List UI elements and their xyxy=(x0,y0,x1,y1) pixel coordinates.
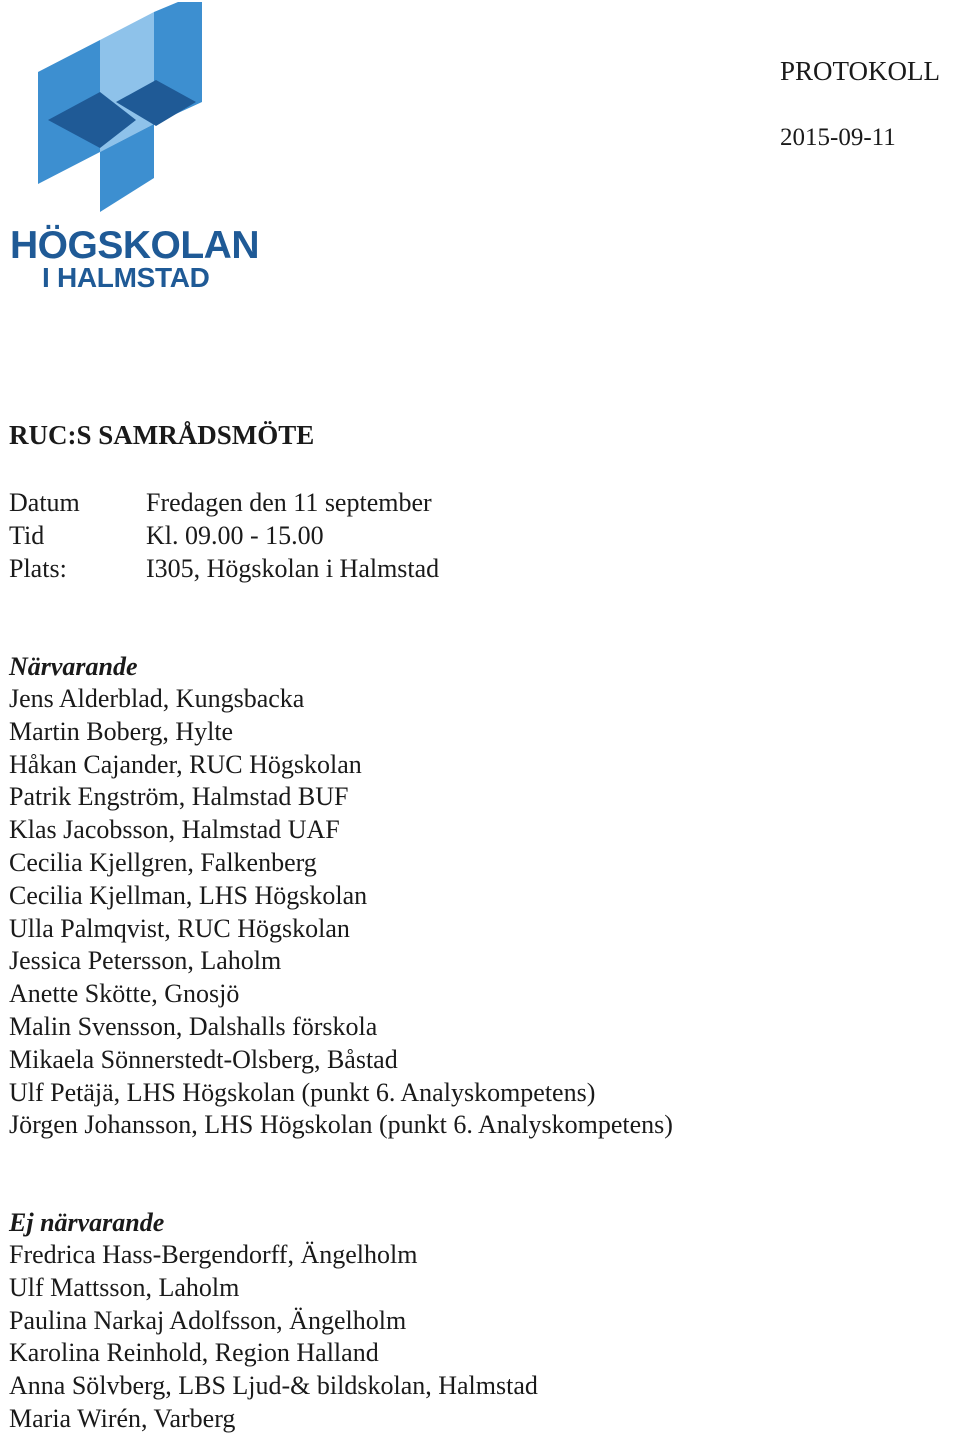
info-value: Kl. 09.00 - 15.00 xyxy=(146,521,324,550)
list-item: Karolina Reinhold, Region Halland xyxy=(9,1338,379,1368)
list-item: Cecilia Kjellgren, Falkenberg xyxy=(9,847,317,877)
absent-section xyxy=(9,1206,538,1436)
university-logo xyxy=(6,2,259,294)
list-item: Jessica Petersson, Laholm xyxy=(9,946,282,976)
list-item: Håkan Cajander, RUC Högskolan xyxy=(9,749,362,779)
info-value: Fredagen den 11 september xyxy=(146,488,432,517)
logo-mark-icon xyxy=(6,2,234,222)
list-item: Anette Skötte, Gnosjö xyxy=(9,979,240,1009)
info-label: Tid xyxy=(9,521,45,550)
present-heading: Närvarande xyxy=(9,652,138,681)
document-type: PROTOKOLL xyxy=(780,56,941,86)
list-item: Cecilia Kjellman, LHS Högskolan xyxy=(9,880,368,910)
list-item: Fredrica Hass-Bergendorff, Ängelholm xyxy=(9,1240,418,1269)
list-item: Maria Wirén, Varberg xyxy=(9,1403,236,1433)
list-item: Klas Jacobsson, Halmstad UAF xyxy=(9,815,340,845)
info-row-place xyxy=(9,552,439,585)
list-item: Ulf Mattsson, Laholm xyxy=(9,1272,240,1302)
list-item: Patrik Engström, Halmstad BUF xyxy=(9,782,349,812)
meeting-info xyxy=(9,486,439,585)
list-item: Jörgen Johansson, LHS Högskolan (punkt 6. Analyskompetens) xyxy=(9,1110,673,1140)
list-item: Anna Sölvberg, LBS Ljud-& bildskolan, Halmstad xyxy=(9,1371,538,1401)
list-item: Jens Alderblad, Kungsbacka xyxy=(9,684,305,713)
page-title: RUC:S SAMRÅDSMÖTE xyxy=(9,420,315,450)
document-date: 2015-09-11 xyxy=(780,124,896,151)
info-value: I305, Högskolan i Halmstad xyxy=(146,554,440,583)
list-item: Ulf Petäjä, LHS Högskolan (punkt 6. Analyskompetens) xyxy=(9,1077,596,1107)
logo-text-hogskolan: HÖGSKOLAN xyxy=(10,224,259,267)
list-item: Martin Boberg, Hylte xyxy=(9,716,234,746)
info-label: Datum xyxy=(9,488,80,517)
logo-text-halmstad: I HALMSTAD xyxy=(42,262,210,293)
present-section xyxy=(9,650,673,1142)
info-row-date xyxy=(9,486,439,519)
list-item: Ulla Palmqvist, RUC Högskolan xyxy=(9,913,350,943)
list-item: Paulina Narkaj Adolfsson, Ängelholm xyxy=(9,1305,407,1335)
list-item: Malin Svensson, Dalshalls förskola xyxy=(9,1011,378,1041)
info-row-time xyxy=(9,519,439,552)
list-item: Mikaela Sönnerstedt-Olsberg, Båstad xyxy=(9,1044,398,1074)
info-label: Plats: xyxy=(9,554,67,583)
absent-heading: Ej närvarande xyxy=(9,1208,165,1237)
